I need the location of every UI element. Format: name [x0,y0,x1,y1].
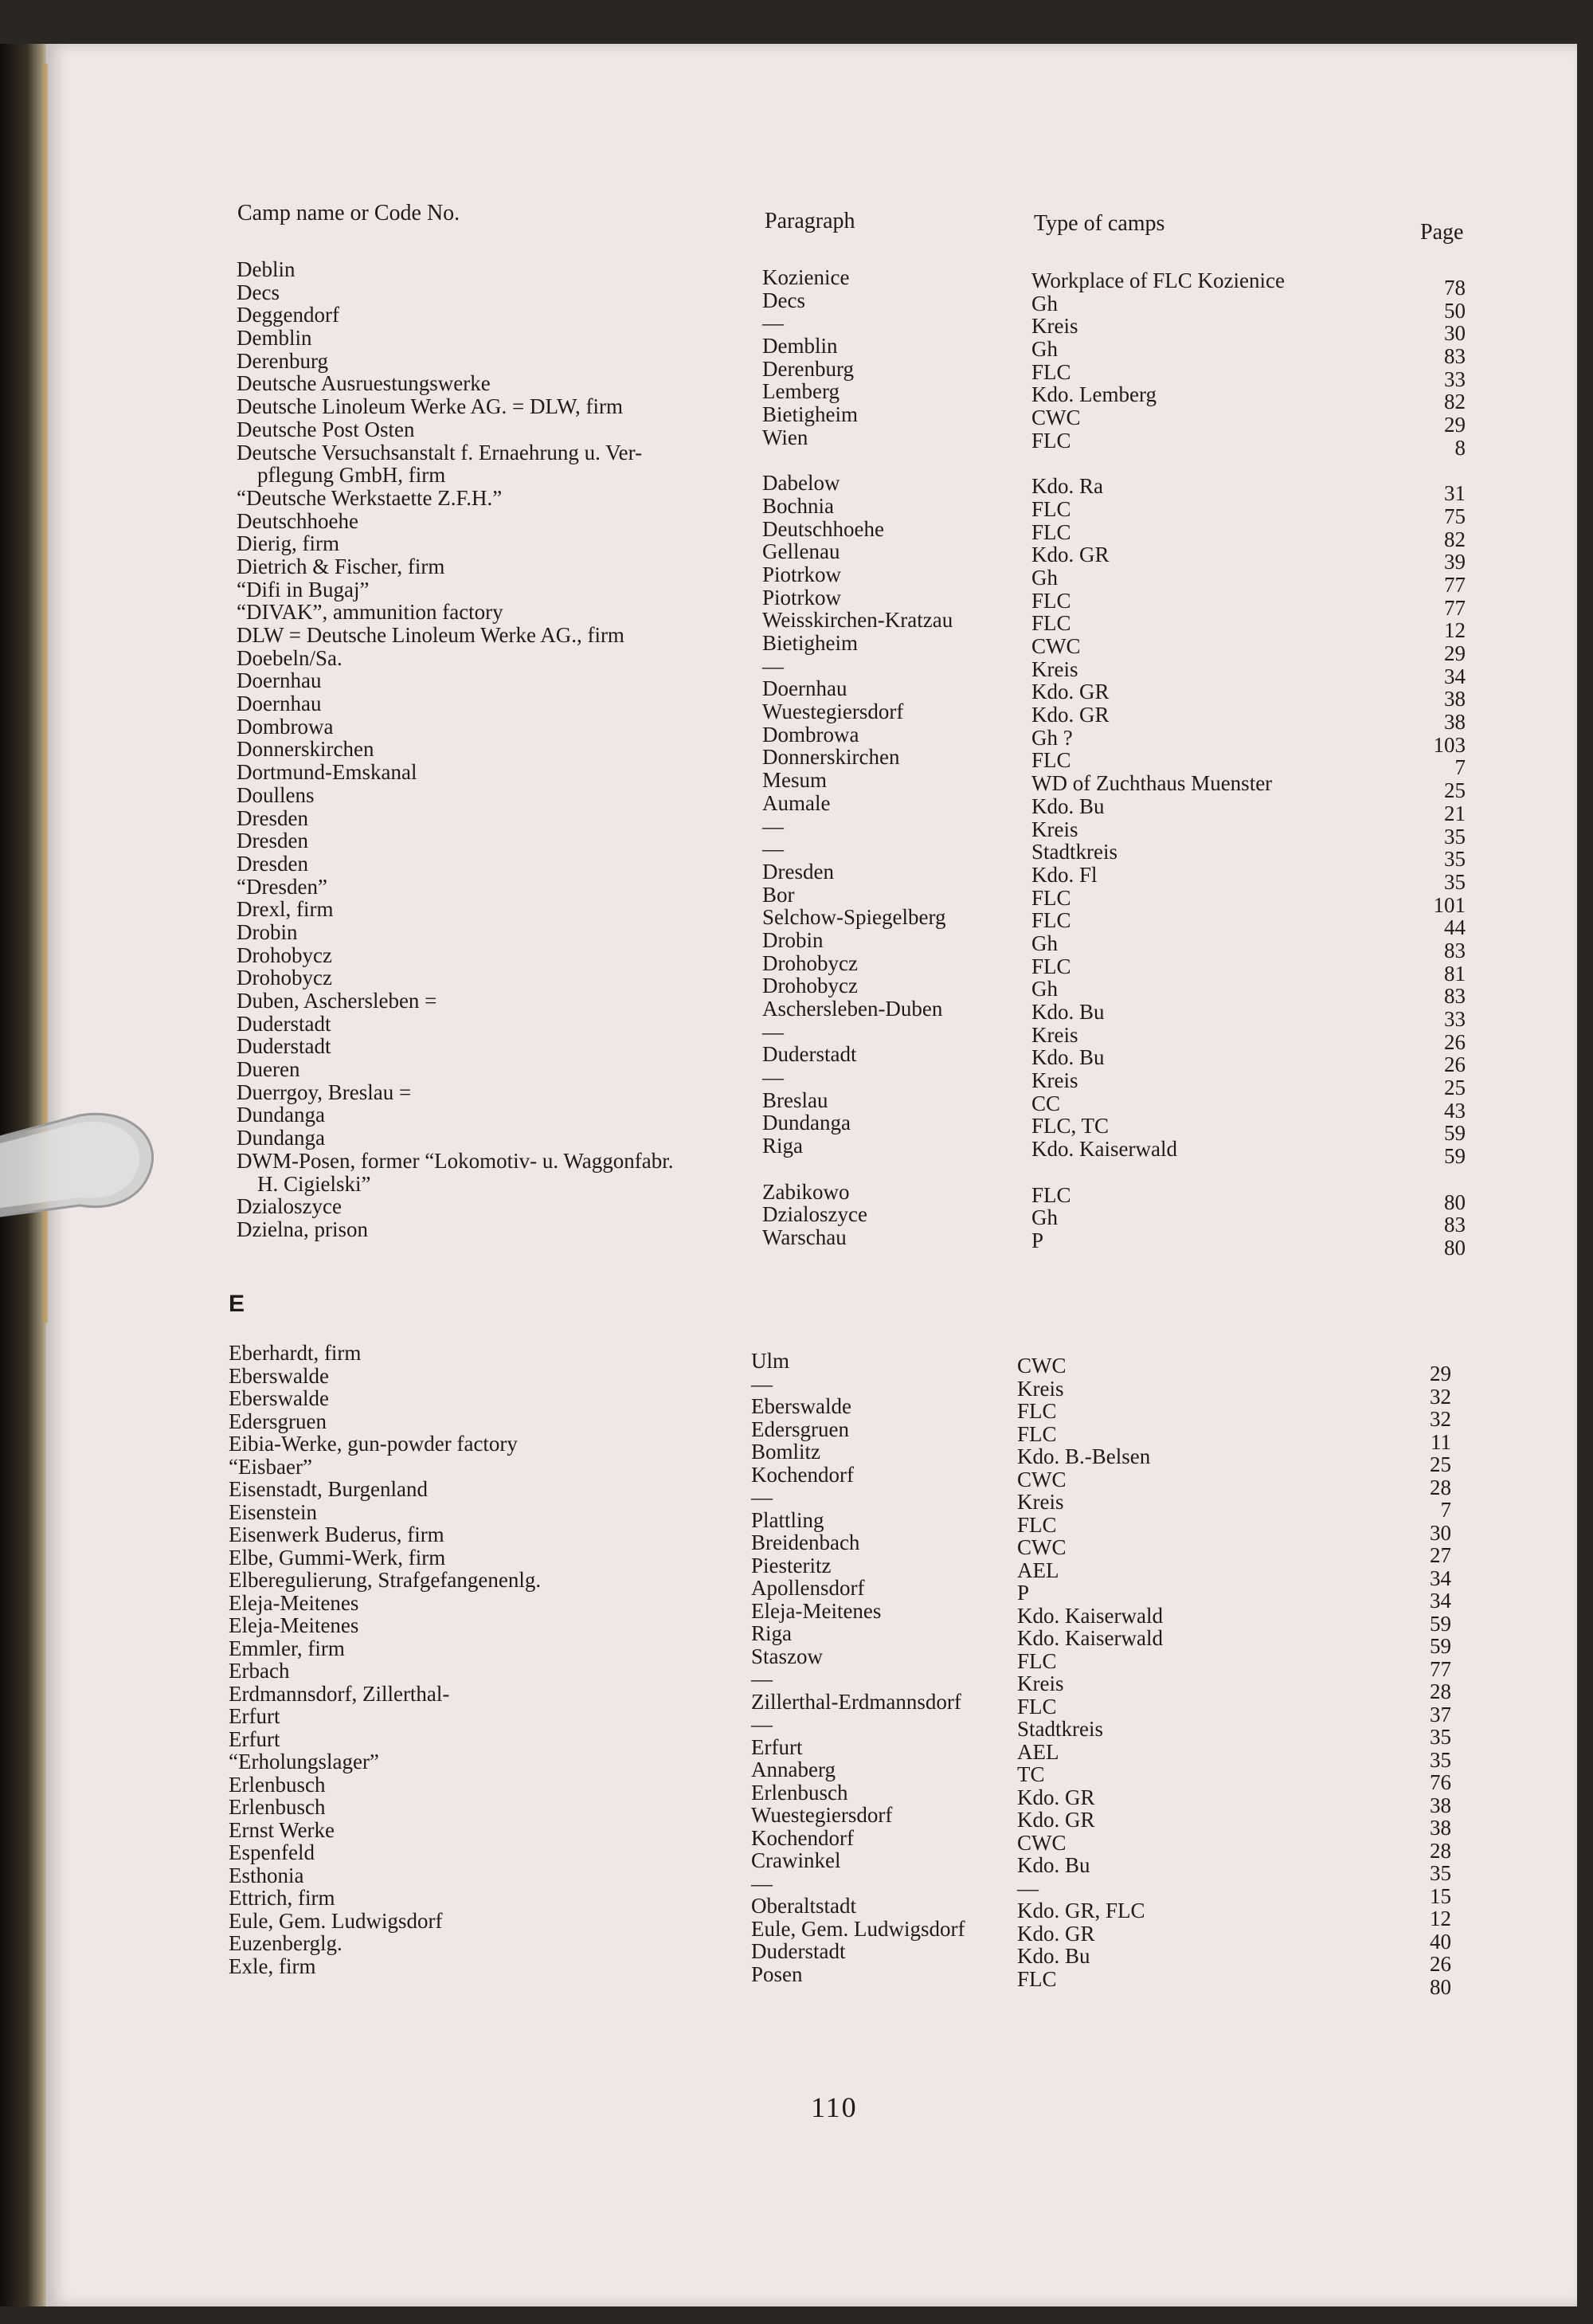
section_d-type-cell: FLC [1031,428,1071,453]
section_e-type-cell: AEL [1017,1558,1059,1582]
section_d-type-cell: WD of Zuchthaus Muenster [1031,771,1273,796]
section_d-page-cell: 29 [1444,641,1466,665]
section_d-camp-cell: Duderstadt [237,1011,331,1036]
section_d-paragraph-cell: Dundanga [762,1111,851,1135]
section_e-type-cell: Kdo. Kaiserwald [1017,1603,1163,1628]
section_d-camp-cell: Dombrowa [237,714,334,739]
header-camp-name: Camp name or Code No. [237,201,460,225]
section_d-paragraph-cell: Derenburg [762,356,854,381]
section_e-camp-cell: Eibia-Werke, gun-powder factory [229,1432,518,1456]
section_e-paragraph-cell: Eberswalde [751,1394,851,1418]
section_e-camp-cell: “Erholungslager” [229,1750,379,1773]
section_e-camp-cell: Eule, Gem. Ludwigsdorf [229,1908,443,1933]
section_d-page-cell: 59 [1444,1144,1466,1169]
section_d-camp-cell: Drohobycz [237,966,332,990]
section_d-type-cell: FLC [1031,588,1071,613]
section_e-page-cell: 40 [1430,1929,1451,1954]
section_d-camp-cell: Dierig, firm [237,531,339,556]
section_d-type-cell: FLC [1031,908,1071,933]
section_d-paragraph-cell: Wuestegiersdorf [762,700,904,724]
section_d-page-cell: 39 [1444,550,1466,574]
section_d-camp-cell: Doebeln/Sa. [237,645,342,670]
section_d-page-cell: 12 [1444,618,1466,643]
section_d-paragraph-cell: — [762,311,784,335]
section_d-paragraph-cell: Decs [762,288,805,312]
section_d-paragraph-cell: Breslau [762,1088,828,1112]
section_d-camp-cell: Dundanga [237,1126,325,1150]
section_d-paragraph-cell: Dzialoszyce [762,1202,867,1227]
section_e-page-cell: 38 [1430,1816,1451,1840]
section_e-camp-cell: Exle, firm [229,1954,316,1978]
section_d-paragraph-cell: Kozienice [762,265,850,289]
section_d-type-cell: FLC [1031,496,1071,521]
section_d-paragraph-cell: Drohobycz [762,974,858,998]
section_d-camp-cell: pflegung GmbH, firm [257,463,446,488]
section_d-page-cell: 26 [1444,1029,1466,1054]
section_d-camp-cell: “DIVAK”, ammunition factory [237,600,503,625]
section_d-paragraph-cell: Dabelow [762,471,840,496]
section_e-camp-cell: Ettrich, firm [229,1886,335,1910]
section_d-page-cell [1402,460,1466,483]
section_d-paragraph-cell: Piotrkow [762,585,842,609]
section_d-paragraph-cell: Piotrkow [762,562,842,586]
section-letter-e: E [229,1291,245,1317]
section_d-paragraph-cell: — [762,813,784,838]
section_d-camp-cell: DLW = Deutsche Linoleum Werke AG., firm [237,623,624,647]
section_e-paragraph-cell: Eleja-Meitenes [751,1598,882,1623]
section_d-type-cell: FLC [1031,1182,1071,1207]
section_e-page-cell: 32 [1430,1407,1451,1431]
section_e-camp-cell: Elberegulierung, Strafgefangenenlg. [229,1568,542,1592]
section_d-camp-cell: Dortmund-Emskanal [237,760,417,785]
section_e-type-cell: P [1017,1581,1030,1605]
section_d-paragraph-cell: Bietigheim [762,631,858,655]
section_d-camp-cell: Duben, Aschersleben = [237,989,437,1013]
section_d-camp-cell: Dresden [237,829,308,853]
section_e-paragraph-cell: Ulm [751,1349,790,1373]
section_e-page-cell: 37 [1430,1702,1451,1726]
header-paragraph: Paragraph [765,209,855,233]
section_e-camp-cell: Esthonia [229,1863,304,1887]
section_e-paragraph-cell: Kochendorf [751,1462,854,1487]
section_e-camp-cell: Eisenwerk Buderus, firm [229,1523,444,1546]
section_e-page-cell: 35 [1430,1747,1451,1772]
section_d-page-cell: 7 [1454,755,1466,780]
header-type-of-camps: Type of camps [1034,211,1165,236]
section_d-page-cell: 33 [1444,1007,1466,1031]
section_d-camp-cell: Deggendorf [237,303,339,327]
section_d-camp-cell: Dzielna, prison [237,1217,368,1241]
section_d-type-cell: Gh [1031,337,1058,362]
section_d-type-cell: Gh [1031,931,1058,955]
section_d-page-cell: 8 [1454,435,1466,460]
section_d-paragraph-cell [762,1158,953,1181]
section_d-paragraph-cell: Mesum [762,768,827,793]
section_d-page-cell: 77 [1444,572,1466,597]
section_d-page-cell: 31 [1444,481,1466,506]
section_d-type-cell: CWC [1031,406,1081,430]
section_d-paragraph-cell: Drobin [762,927,824,952]
section_d-type-cell: Kreis [1031,656,1078,681]
section_e-camp-cell: Erfurt [229,1726,280,1751]
section_e-type-cell: Kdo. GR [1017,1808,1095,1832]
section_d-paragraph-cell: Zabikowo [762,1179,850,1204]
section_e-paragraph-cell: Kochendorf [751,1825,854,1850]
section_d-camp-cell: “Difi in Bugaj” [237,577,370,602]
section_e-type-cell: Stadtkreis [1017,1717,1103,1741]
section_e-page-cell: 12 [1430,1907,1451,1930]
section_d-page-cell: 29 [1444,413,1466,437]
section_d-page-cell: 50 [1444,298,1466,323]
section_d-page-cell: 81 [1444,961,1466,986]
section_e-type-cell: FLC [1017,1399,1057,1423]
section_d-paragraph-cell: Wien [762,425,808,449]
section_d-camp-cell: Doernhau [237,668,322,693]
section_d-camp-cell: Derenburg [237,348,328,373]
section_d-paragraph-cell: Doernhau [762,676,847,701]
section_e-type-cell: TC [1017,1762,1045,1786]
section_d-paragraph-cell: — [762,1065,784,1090]
section_d-camp-cell: Decs [237,280,280,304]
section_e-paragraph-cell: Riga [751,1621,792,1645]
section_d-camp-cell: Dresden [237,851,308,876]
section_d-type-cell: P [1031,1228,1044,1252]
section_e-type-cell: Kdo. Bu [1017,1944,1090,1968]
section_e-camp-cell: Espenfeld [229,1840,315,1864]
section_d-camp-cell: “Deutsche Werkstaette Z.F.H.” [237,485,503,510]
section_d-paragraph-cell: Drohobycz [762,950,858,975]
section_e-type-cell: CWC [1017,1535,1067,1559]
section_e-paragraph-cell: Apollensdorf [751,1576,865,1600]
section_d-page-cell: 33 [1444,366,1466,391]
section_d-type-cell: FLC [1031,611,1071,636]
section_e-paragraph-cell: Erlenbusch [751,1780,848,1805]
section_e-type-cell: Kdo. GR, FLC [1017,1899,1145,1922]
section_e-type-cell: Kreis [1017,1376,1064,1401]
section_e-camp-cell: Emmler, firm [229,1636,345,1660]
section_e-page-cell: 35 [1430,1725,1451,1749]
section_d-page-cell: 38 [1444,687,1466,711]
section_d-page-cell: 38 [1444,710,1466,735]
section_d-page-cell: 83 [1444,344,1466,369]
section_d-paragraph-cell: Dresden [762,859,834,884]
section_e-type-cell: CWC [1017,1467,1067,1491]
section_d-paragraph-cell: Aumale [762,790,831,815]
section_d-type-cell: Gh [1031,977,1058,1001]
section_e-paragraph-cell: Staszow [751,1644,823,1668]
section_d-type-cell: FLC [1031,954,1071,978]
section_e-type-cell: Kdo. Kaiserwald [1017,1626,1163,1650]
section_e-page-cell: 7 [1440,1498,1451,1522]
section_d-type-cell: Kdo. GR [1031,680,1110,704]
section_d-paragraph-cell: Bochnia [762,493,834,518]
section_e-type-cell: Kdo. B.-Belsen [1017,1444,1151,1468]
section_e-page-cell: 15 [1430,1883,1451,1908]
section_d-camp-cell: Duderstadt [237,1034,331,1059]
section_d-page-cell: 80 [1444,1189,1466,1214]
section_e-page-cell: 77 [1430,1656,1451,1681]
section_d-type-cell: Kreis [1031,1068,1078,1093]
section_e-paragraph-cell: — [751,1667,773,1691]
section_e-camp-cell: Eberhardt, firm [229,1341,362,1365]
section_e-paragraph-cell: Duderstadt [751,1939,846,1963]
section_e-camp-cell: Erdmannsdorf, Zillerthal- [229,1681,450,1706]
section_d-camp-cell: Doullens [237,782,315,807]
section_d-page-cell: 25 [1444,1076,1466,1100]
section_d-type-cell: Kreis [1031,1022,1078,1047]
section_d-paragraph-cell: Riga [762,1134,803,1158]
section_d-type-cell: FLC [1031,748,1071,773]
section_d-paragraph-cell: Deutschhoehe [762,516,884,541]
section_d-paragraph-cell: Donnerskirchen [762,745,900,770]
paper-clip [0,1111,175,1231]
section_d-type-cell: Kdo. Lemberg [1031,382,1157,407]
section_e-page-cell: 59 [1430,1611,1451,1636]
section_d-page-cell: 35 [1444,847,1466,872]
section_d-paragraph-cell: Gellenau [762,539,840,564]
section_e-camp-cell: Elbe, Gummi-Werk, firm [229,1545,446,1570]
section_e-paragraph-cell: Piesteritz [751,1553,832,1577]
section_e-camp-cell: Eleja-Meitenes [229,1590,359,1615]
section_e-paragraph-cell: Bomlitz [751,1440,820,1464]
section_d-page-cell: 43 [1444,1098,1466,1123]
section_e-page-cell: 76 [1430,1770,1451,1794]
section_e-paragraph-cell: Plattling [751,1507,824,1532]
section_d-type-cell: Stadtkreis [1031,840,1117,864]
section_d-camp-cell: Demblin [237,326,312,351]
section_d-paragraph-cell: Bor [762,882,795,907]
section_d-type-cell: Kdo. Bu [1031,1000,1105,1024]
section_d-paragraph-cell: Selchow-Spiegelberg [762,905,946,930]
section_d-camp-cell: Dueren [237,1057,300,1082]
section_d-page-cell: 83 [1444,1213,1466,1237]
section_e-camp-cell: “Eisbaer” [229,1454,312,1479]
section_d-type-cell: Kdo. GR [1031,703,1110,727]
section_d-camp-cell: DWM-Posen, former “Lokomotiv- u. Waggonfabr. [237,1148,674,1173]
section_d-paragraph-cell: Weisskirchen-Kratzau [762,608,953,633]
section_e-paragraph-cell: — [751,1712,773,1736]
section_d-paragraph-cell [762,449,953,472]
section_d-camp-cell: Donnerskirchen [237,737,374,762]
section_e-paragraph-cell: — [751,1871,773,1895]
section_d-camp-cell: Drexl, firm [237,897,334,922]
section_d-paragraph-cell: Warschau [762,1225,847,1249]
section_e-type-cell: Kdo. Bu [1017,1853,1090,1877]
section_e-paragraph-cell: — [751,1485,773,1509]
section_e-page-cell: 11 [1431,1429,1451,1454]
section_e-camp-cell: Ernst Werke [229,1817,335,1842]
section_e-page-cell: 34 [1430,1589,1451,1613]
section_e-paragraph-cell: Wuestegiersdorf [751,1803,893,1827]
section_e-type-cell: FLC [1017,1421,1057,1446]
section_d-camp-cell: Duerrgoy, Breslau = [237,1080,412,1104]
header-page: Page [1420,220,1464,245]
section_d-paragraph-cell: — [762,1019,784,1044]
section-e-type-column [1017,1354,1163,1990]
section_e-page-cell: 32 [1430,1384,1451,1409]
section_d-page-cell: 75 [1444,504,1466,528]
section_e-type-cell: FLC [1017,1694,1057,1719]
section_d-type-cell [1031,453,1285,476]
section_e-type-cell: CWC [1017,1354,1067,1378]
section_e-page-cell: 38 [1430,1793,1451,1817]
section_d-type-cell: Gh [1031,1205,1058,1230]
section_d-type-cell: CC [1031,1091,1061,1115]
section_e-type-cell: FLC [1017,1512,1057,1537]
section_d-paragraph-cell: — [762,837,784,861]
section_e-camp-cell: Eisenstadt, Burgenland [229,1477,428,1501]
section_e-type-cell: — [1017,1875,1039,1900]
section_e-camp-cell: Eisenstein [229,1499,317,1524]
section_d-page-cell: 34 [1444,664,1466,688]
section_d-page-cell: 26 [1444,1052,1466,1077]
section_e-type-cell: Kreis [1017,1671,1064,1695]
section_d-page-cell: 82 [1444,527,1466,551]
section_e-paragraph-cell: Annaberg [751,1758,836,1781]
section_e-type-cell: Kreis [1017,1490,1064,1514]
section_d-type-cell: Gh ? [1031,725,1073,750]
section_d-camp-cell: Dresden [237,805,308,830]
section_d-type-cell: Kreis [1031,817,1078,841]
section_e-paragraph-cell: Eule, Gem. Ludwigsdorf [751,1916,965,1941]
section_d-paragraph-cell: Bietigheim [762,402,858,427]
section_d-camp-cell: Drobin [237,919,298,944]
section_e-paragraph-cell: Posen [751,1961,803,1986]
section_e-page-cell: 30 [1430,1520,1451,1545]
section_d-type-cell: FLC [1031,885,1071,910]
section_d-type-cell: Kdo. Bu [1031,794,1105,818]
section_e-camp-cell: Euzenberglg. [229,1931,342,1955]
section_d-page-cell: 78 [1444,276,1466,300]
section_d-type-cell: Kreis [1031,314,1078,339]
section_d-camp-cell: H. Cigielski” [257,1171,371,1196]
section_d-type-cell: FLC [1031,519,1071,544]
section_d-camp-cell: Dundanga [237,1103,325,1127]
section_d-type-cell: FLC, TC [1031,1114,1110,1138]
section_d-type-cell: Kdo. Kaiserwald [1031,1137,1177,1162]
section_d-paragraph-cell: Lemberg [762,379,840,404]
section_d-camp-cell: Deutschhoehe [237,508,358,533]
section_d-type-cell [1031,1161,1285,1184]
section_d-camp-cell: Deblin [237,257,296,281]
section_d-camp-cell: Deutsche Ausruestungswerke [237,371,491,396]
section-e-paragraph-column [751,1350,965,1985]
section_e-page-cell: 29 [1430,1362,1451,1385]
section_e-type-cell: CWC [1017,1830,1067,1855]
section_d-page-cell: 35 [1444,869,1466,894]
section_e-camp-cell: Eleja-Meitenes [229,1613,359,1637]
section_e-camp-cell: Eberswalde [229,1363,329,1388]
section-d-paragraph-column [762,266,953,1249]
section-d-type-column [1031,269,1285,1252]
section_e-page-cell: 26 [1430,1952,1451,1976]
section_d-type-cell: Gh [1031,565,1058,590]
section_d-paragraph-cell: Aschersleben-Duben [762,997,943,1021]
section_e-camp-cell: Erlenbusch [229,1795,326,1819]
section_d-page-cell: 103 [1433,732,1466,757]
section_e-paragraph-cell: Zillerthal-Erdmannsdorf [751,1689,961,1714]
section-d-camp-column [237,258,673,1241]
section_e-paragraph-cell: Crawinkel [751,1848,841,1872]
section-d-page-column [1402,276,1466,1260]
section_d-camp-cell: Drohobycz [237,943,332,967]
page-number: 110 [811,2091,858,2123]
section_e-camp-cell: Edersgruen [229,1409,327,1433]
section_e-page-cell: 28 [1430,1838,1451,1863]
section_d-camp-cell: Deutsche Post Osten [237,417,415,441]
section_d-type-cell: Kdo. Bu [1031,1045,1105,1070]
section_d-page-cell: 82 [1444,390,1466,414]
section_d-paragraph-cell: Demblin [762,334,838,359]
section_e-page-cell: 59 [1430,1634,1451,1658]
section_e-page-cell: 34 [1430,1566,1451,1590]
section_d-camp-cell: Dietrich & Fischer, firm [237,554,445,578]
section_e-paragraph-cell: — [751,1371,773,1396]
section_d-page-cell: 30 [1444,321,1466,346]
section_d-type-cell: Gh [1031,291,1058,315]
section_d-page-cell: 21 [1444,801,1466,825]
section_e-page-cell: 27 [1430,1543,1451,1567]
section_e-type-cell: FLC [1017,1966,1057,1991]
section_d-type-cell: Kdo. Fl [1031,862,1098,887]
section_d-paragraph-cell: Duderstadt [762,1042,857,1067]
section_e-camp-cell: Eberswalde [229,1386,329,1410]
section_e-type-cell: AEL [1017,1739,1059,1764]
section_e-page-cell: 28 [1430,1679,1451,1703]
section_d-page-cell: 83 [1444,938,1466,962]
section_e-type-cell: Kdo. GR [1017,1785,1095,1809]
section_d-type-cell: Kdo. Ra [1031,474,1103,499]
section_d-page-cell: 77 [1444,595,1466,620]
section_d-page-cell [1402,1168,1466,1191]
section_d-type-cell: FLC [1031,359,1071,384]
section_d-camp-cell: Deutsche Versuchsanstalt f. Ernaehrung u. Ver- [237,440,643,464]
section_d-camp-cell: “Dresden” [237,874,327,899]
section_d-paragraph-cell: Dombrowa [762,722,859,747]
section_e-page-cell: 35 [1430,1861,1451,1885]
section_d-page-cell: 44 [1444,915,1466,940]
section_d-type-cell: CWC [1031,634,1081,658]
section-e-camp-column [229,1342,541,1977]
section_e-camp-cell: Erlenbusch [229,1772,326,1797]
section_e-paragraph-cell: Erfurt [751,1734,803,1759]
section_e-type-cell: FLC [1017,1648,1057,1673]
section_d-page-cell: 25 [1444,778,1466,803]
section_d-paragraph-cell: — [762,653,784,678]
section_e-paragraph-cell: Breidenbach [751,1530,860,1554]
section_d-page-cell: 83 [1444,984,1466,1009]
section_d-page-cell: 59 [1444,1121,1466,1146]
section_d-page-cell: 80 [1444,1235,1466,1260]
section_e-page-cell: 25 [1430,1452,1451,1476]
section-e-page-column [1388,1362,1451,1998]
section_d-camp-cell: Dzialoszyce [237,1194,342,1219]
section_d-type-cell: Workplace of FLC Kozienice [1031,268,1285,292]
section_e-type-cell: Kdo. GR [1017,1921,1095,1946]
section_e-page-cell: 28 [1430,1475,1451,1499]
section_d-page-cell: 101 [1433,892,1466,917]
section_d-camp-cell: Doernhau [237,692,322,716]
section_e-paragraph-cell: Edersgruen [751,1417,849,1441]
section_d-camp-cell: Deutsche Linoleum Werke AG. = DLW, firm [237,394,623,419]
section_d-page-cell: 35 [1444,824,1466,848]
section_d-type-cell: Kdo. GR [1031,543,1110,567]
section_e-camp-cell: Erfurt [229,1704,280,1728]
section_e-paragraph-cell: Oberaltstadt [751,1894,856,1918]
section_e-camp-cell: Erbach [229,1659,290,1683]
section_e-page-cell: 80 [1430,1974,1451,1999]
